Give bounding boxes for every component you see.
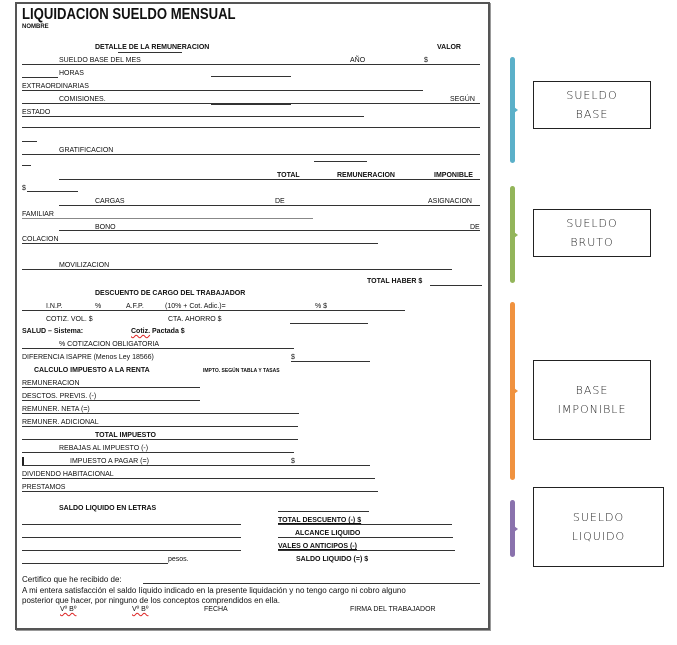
cotiz-vol-label: COTIZ. VOL. $ [46,316,93,323]
field-line[interactable] [22,387,200,388]
field-line[interactable] [22,478,375,479]
remuner-adicional-label: REMUNER. ADICIONAL [22,419,99,426]
saldo-letras-label: SALDO LIQUIDO EN LETRAS [59,505,157,512]
satisfaccion-text: A mi entera satisfacción el saldo líquido indicado en la presente liquidación y no tengo cargo ni cobro alguno [22,586,406,595]
field-line[interactable] [22,154,480,155]
de-label: DE [470,224,480,231]
field-line[interactable] [290,323,368,324]
field-line[interactable] [59,179,480,180]
impuesto-note: IMPTO. SEGÚN TABLA Y TASAS [203,368,280,374]
total-impuesto-label: TOTAL IMPUESTO [95,432,156,439]
total-label: TOTAL [277,172,300,179]
percent-label: % [95,303,102,310]
rebajas-label: REBAJAS AL IMPUESTO (-) [59,445,149,452]
field-line[interactable] [22,90,423,91]
field-line[interactable] [278,511,369,512]
field-line[interactable] [22,116,364,117]
field-line[interactable] [22,348,294,349]
field-line[interactable] [22,439,298,440]
bracket-sueldo-base-icon [510,57,515,163]
afp-formula: (10% + Cot. Adic.)= [165,303,226,310]
field-line[interactable] [291,361,370,362]
dividendo-label: DIVIDENDO HABITACIONAL [22,471,114,478]
imponible-label: IMPONIBLE [434,172,473,179]
annotation-line: BRUTO [570,236,614,249]
annotation-line: BASE [575,384,609,397]
afp-label: A.F.P. [126,303,144,310]
cotizacion-obligatoria-label: % COTIZACION OBLIGATORIA [59,341,160,348]
cta-ahorro-label: CTA. AHORRO $ [168,316,222,323]
letras-line[interactable] [22,550,241,551]
annotation-base-imponible [533,360,651,440]
impuesto-heading: CALCULO IMPUESTO A LA RENTA [34,367,150,374]
field-line[interactable] [59,205,480,206]
annotation-line: SUELDO [572,511,625,524]
anio-label: AÑO [350,57,366,64]
visto-bueno-1: Vº Bº [60,606,77,613]
alcance-liquido-label: ALCANCE LIQUIDO [295,530,361,537]
descuento-heading: DESCUENTO DE CARGO DEL TRABAJADOR [95,290,246,297]
total-haber-label: TOTAL HABER $ [367,278,423,285]
salud-label: SALUD – Sistema: [22,328,84,335]
fecha-label: FECHA [204,606,228,613]
field-line[interactable] [211,76,291,77]
valor-heading: VALOR [437,44,461,51]
field-line[interactable] [22,243,378,244]
pesos-label: pesos. [168,556,189,563]
extraordinarias-label: EXTRAORDINARIAS [22,83,89,90]
annotation-line: IMPONIBLE [557,403,627,416]
annotation-line: BASE [575,108,609,121]
total-haber-field[interactable] [430,285,482,286]
segun-label: SEGÚN [450,96,475,103]
comisiones-label: COMISIONES. [59,96,106,103]
gratificacion-label: GRATIFICACION [59,147,114,154]
field-line[interactable] [22,218,313,219]
dollar-sign: $ [291,458,295,465]
field-line[interactable] [27,191,78,192]
field-line[interactable] [22,310,405,311]
impuesto-pagar-label: IMPUESTO A PAGAR (=) [70,458,149,465]
field-line[interactable] [278,537,453,538]
bracket-sueldo-liquido-icon [510,500,515,557]
firma-label: FIRMA DEL TRABAJADOR [350,606,436,613]
field-line[interactable] [22,491,378,492]
cargas-label: CARGAS [95,198,125,205]
inp-label: I.N.P. [46,303,63,310]
annotation-sueldo-base [533,81,651,129]
familiar-label: FAMILIAR [22,211,54,218]
field-line[interactable] [22,127,480,128]
pactada-word: Pactada $ [150,328,185,335]
remuner-neta-label: REMUNER. NETA (=) [22,406,90,413]
colacion-label: COLACION [22,236,59,243]
certifico-text: Certifico que he recibido de: [22,575,122,584]
field-line [22,141,37,142]
field-line[interactable] [22,77,58,78]
total-descuento-label: TOTAL DESCUENTO (-) $ [278,517,362,524]
visto-bueno-2: Vº Bº [132,606,149,613]
field-line[interactable] [22,269,452,270]
movilizacion-label: MOVILIZACION [59,262,110,269]
field-line[interactable] [22,64,480,65]
bono-label: BONO [95,224,116,231]
desctos-previs-label: DESCTOS. PREVIS. (-) [22,393,97,400]
cotiz-pactada-label [131,327,185,336]
letras-line[interactable] [22,563,168,564]
nombre-label: NOMBRE [22,24,49,30]
posterior-text: posterior que hacer, por ninguno de los conceptos comprendidos en ella. [22,596,280,605]
annotation-sueldo-bruto [533,209,651,257]
field-line[interactable] [22,426,298,427]
percent-dollar: % $ [315,303,328,310]
annotation-line: SUELDO [566,217,618,230]
field-line[interactable] [22,452,294,453]
annotation-sueldo-liquido [533,487,664,567]
field-line[interactable] [278,524,452,525]
dollar-sign: $ [291,354,295,361]
detalle-heading: DETALLE DE LA REMUNERACION [95,44,210,51]
recibido-de-field[interactable] [143,583,480,584]
annotation-line: LIQUIDO [571,530,626,543]
annotation-line: SUELDO [566,89,618,102]
horas-label: HORAS [59,70,84,77]
asignacion-label: ASIGNACION [428,198,472,205]
remuneracion-label: REMUNERACION [22,380,80,387]
prestamos-label: PRESTAMOS [22,484,66,491]
field-line[interactable] [22,465,370,466]
diferencia-isapre-label: DIFERENCIA ISAPRE (Menos Ley 18566) [22,354,154,361]
vales-label: VALES O ANTICIPOS (-) [278,543,357,550]
text-cursor [22,457,24,465]
bracket-sueldo-bruto-icon [510,186,515,283]
field-line[interactable] [278,550,455,551]
dollar-sign: $ [424,57,428,64]
field-line[interactable] [211,103,291,105]
field-line[interactable] [22,400,200,401]
dollar-sign: $ [22,185,26,192]
letras-line[interactable] [22,537,241,538]
estado-label: ESTADO [22,109,51,116]
sueldo-base-label: SUELDO BASE DEL MES [59,57,141,64]
heading-underline [118,52,182,53]
field-line[interactable] [314,161,367,162]
field-line[interactable] [22,413,299,414]
cotiz-word: Cotiz. [131,328,151,335]
field-line[interactable] [59,230,480,231]
saldo-liquido-label: SALDO LIQUIDO (=) $ [296,556,369,563]
remuneracion-label: REMUNERACION [337,172,395,179]
document-title: LIQUIDACION SUELDO MENSUAL [22,6,236,23]
letras-line[interactable] [22,524,241,525]
de-label: DE [275,198,285,205]
field-line [22,165,31,166]
bracket-base-imponible-icon [510,302,515,480]
